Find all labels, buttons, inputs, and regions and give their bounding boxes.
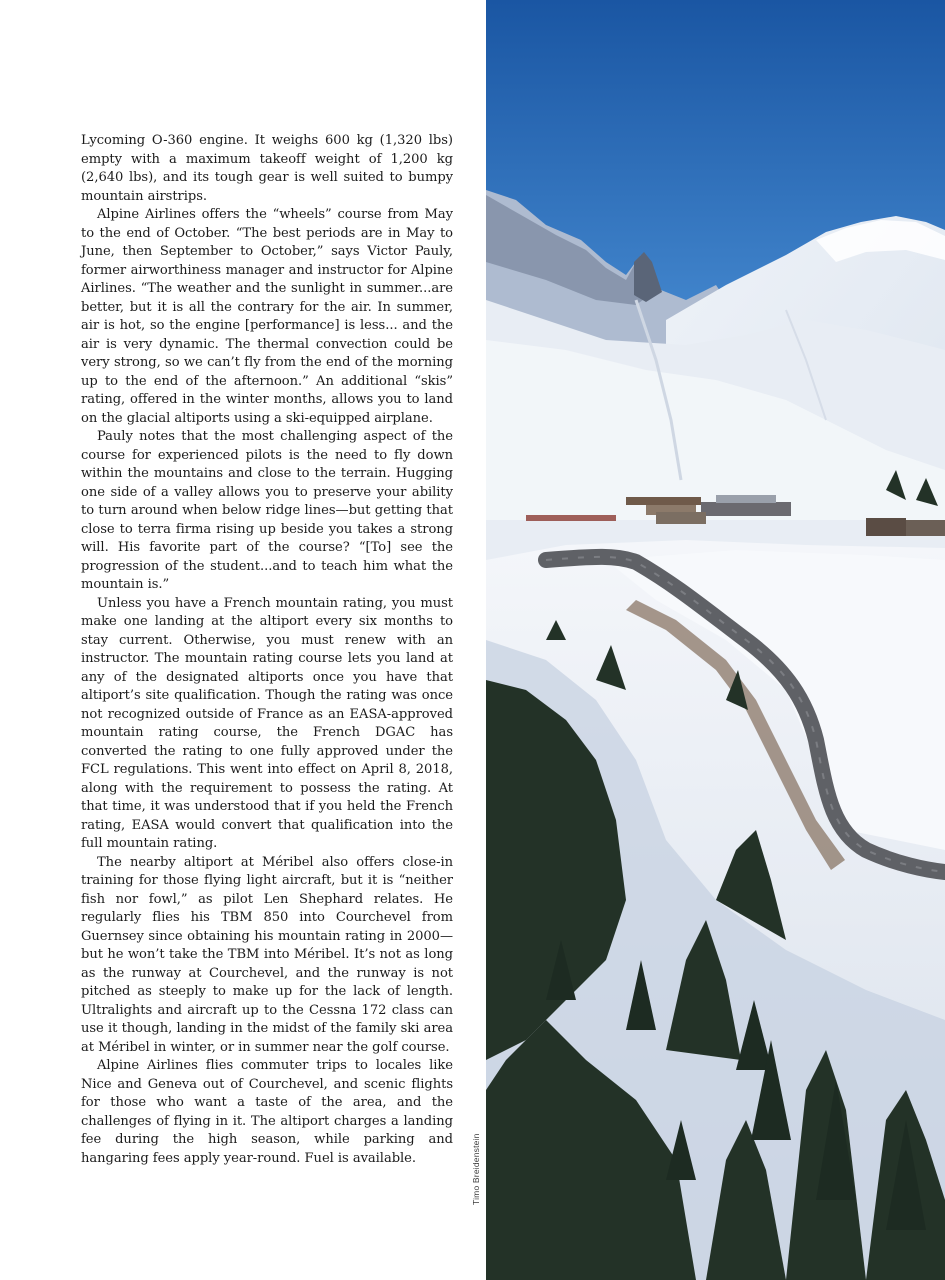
article-paragraph-4: Unless you have a French mountain rating, you must make one landing at the altiport every six months to stay current. Otherwise, you must renew with an instructor. The mountain rating course lets you land at any of the designated altiports once you have that altiport’s site qualification. Though the rating was once not recognized outside of France as an EASA-approved mountain rating course, the French DGAC has converted the rating to one fully approved under the FCL regulations. This went into effect on April 8, 2018, along with the requirement to possess the rating. At that time, it was understood that if you held the French rating, EASA would convert that qualification into the full mountain rating. [81,595,453,851]
mountain-photo-illustration [486,0,945,1280]
mountain-photo [486,0,945,1280]
article-paragraph-5: The nearby altiport at Méribel also offers close-in training for those flying light aircraft, but it is “neither fish nor fowl,” as pilot Len Shephard relates. He regularly flies his TBM 850 into Courchevel from Guernsey since obtaining his mountain rating in 2000—but he won’t take the TBM into Méribel. It’s not as long as the runway at Courchevel, and the runway is not pitched as steeply to make up for the lack of length. Ultralights and aircraft up to the Cessna 172 class can use it though, landing in the midst of the family ski area at Méribel in winter, or in summer near the golf course. [81,854,453,1055]
article-paragraph-1: Lycoming O-360 engine. It weighs 600 kg (1,320 lbs) empty with a maximum takeoff weight of 1,200 kg (2,640 lbs), and its tough gear is well suited to bumpy mountain airstrips. [81,133,453,204]
article-paragraph-2: Alpine Airlines offers the “wheels” course from May to the end of October. “The best periods are in May to June, then September to October,” says Victor Pauly, former airworthiness manager and instructor for Alpine Airlines. “The weather and the sunlight in summer...are better, but it is all the contrary for the air. In summer, air is hot, so the engine [performance] is less... and the air is very dynamic. The thermal convection could be very strong, so we can’t fly from the end of the morning up to the end of the afternoon.” An additional “skis” rating, offered in the winter months, allows you to land on the glacial altiports using a ski-equipped airplane. [81,207,453,426]
photo-credit: Timo Breidenstein [471,1133,481,1205]
article-paragraph-6: Alpine Airlines flies commuter trips to locales like Nice and Geneva out of Courchevel, and scenic flights for those who want a taste of the area, and the challenges of flying in it. The altiport charges a landing fee during the high season, while parking and hangaring fees apply year-round. Fuel is available. [81,1058,453,1166]
article-paragraph-3: Pauly notes that the most challenging aspect of the course for experienced pilots is the need to fly down within the mountains and close to the terrain. Hugging one side of a valley allows you to preserve your ability to turn around when below ridge lines—but getting that close to terra firma rising up beside you takes a strong will. His favorite part of the course? “[To] see the progression of the student...and to teach him what the mountain is.” [81,429,453,592]
article-body [81,132,453,1168]
